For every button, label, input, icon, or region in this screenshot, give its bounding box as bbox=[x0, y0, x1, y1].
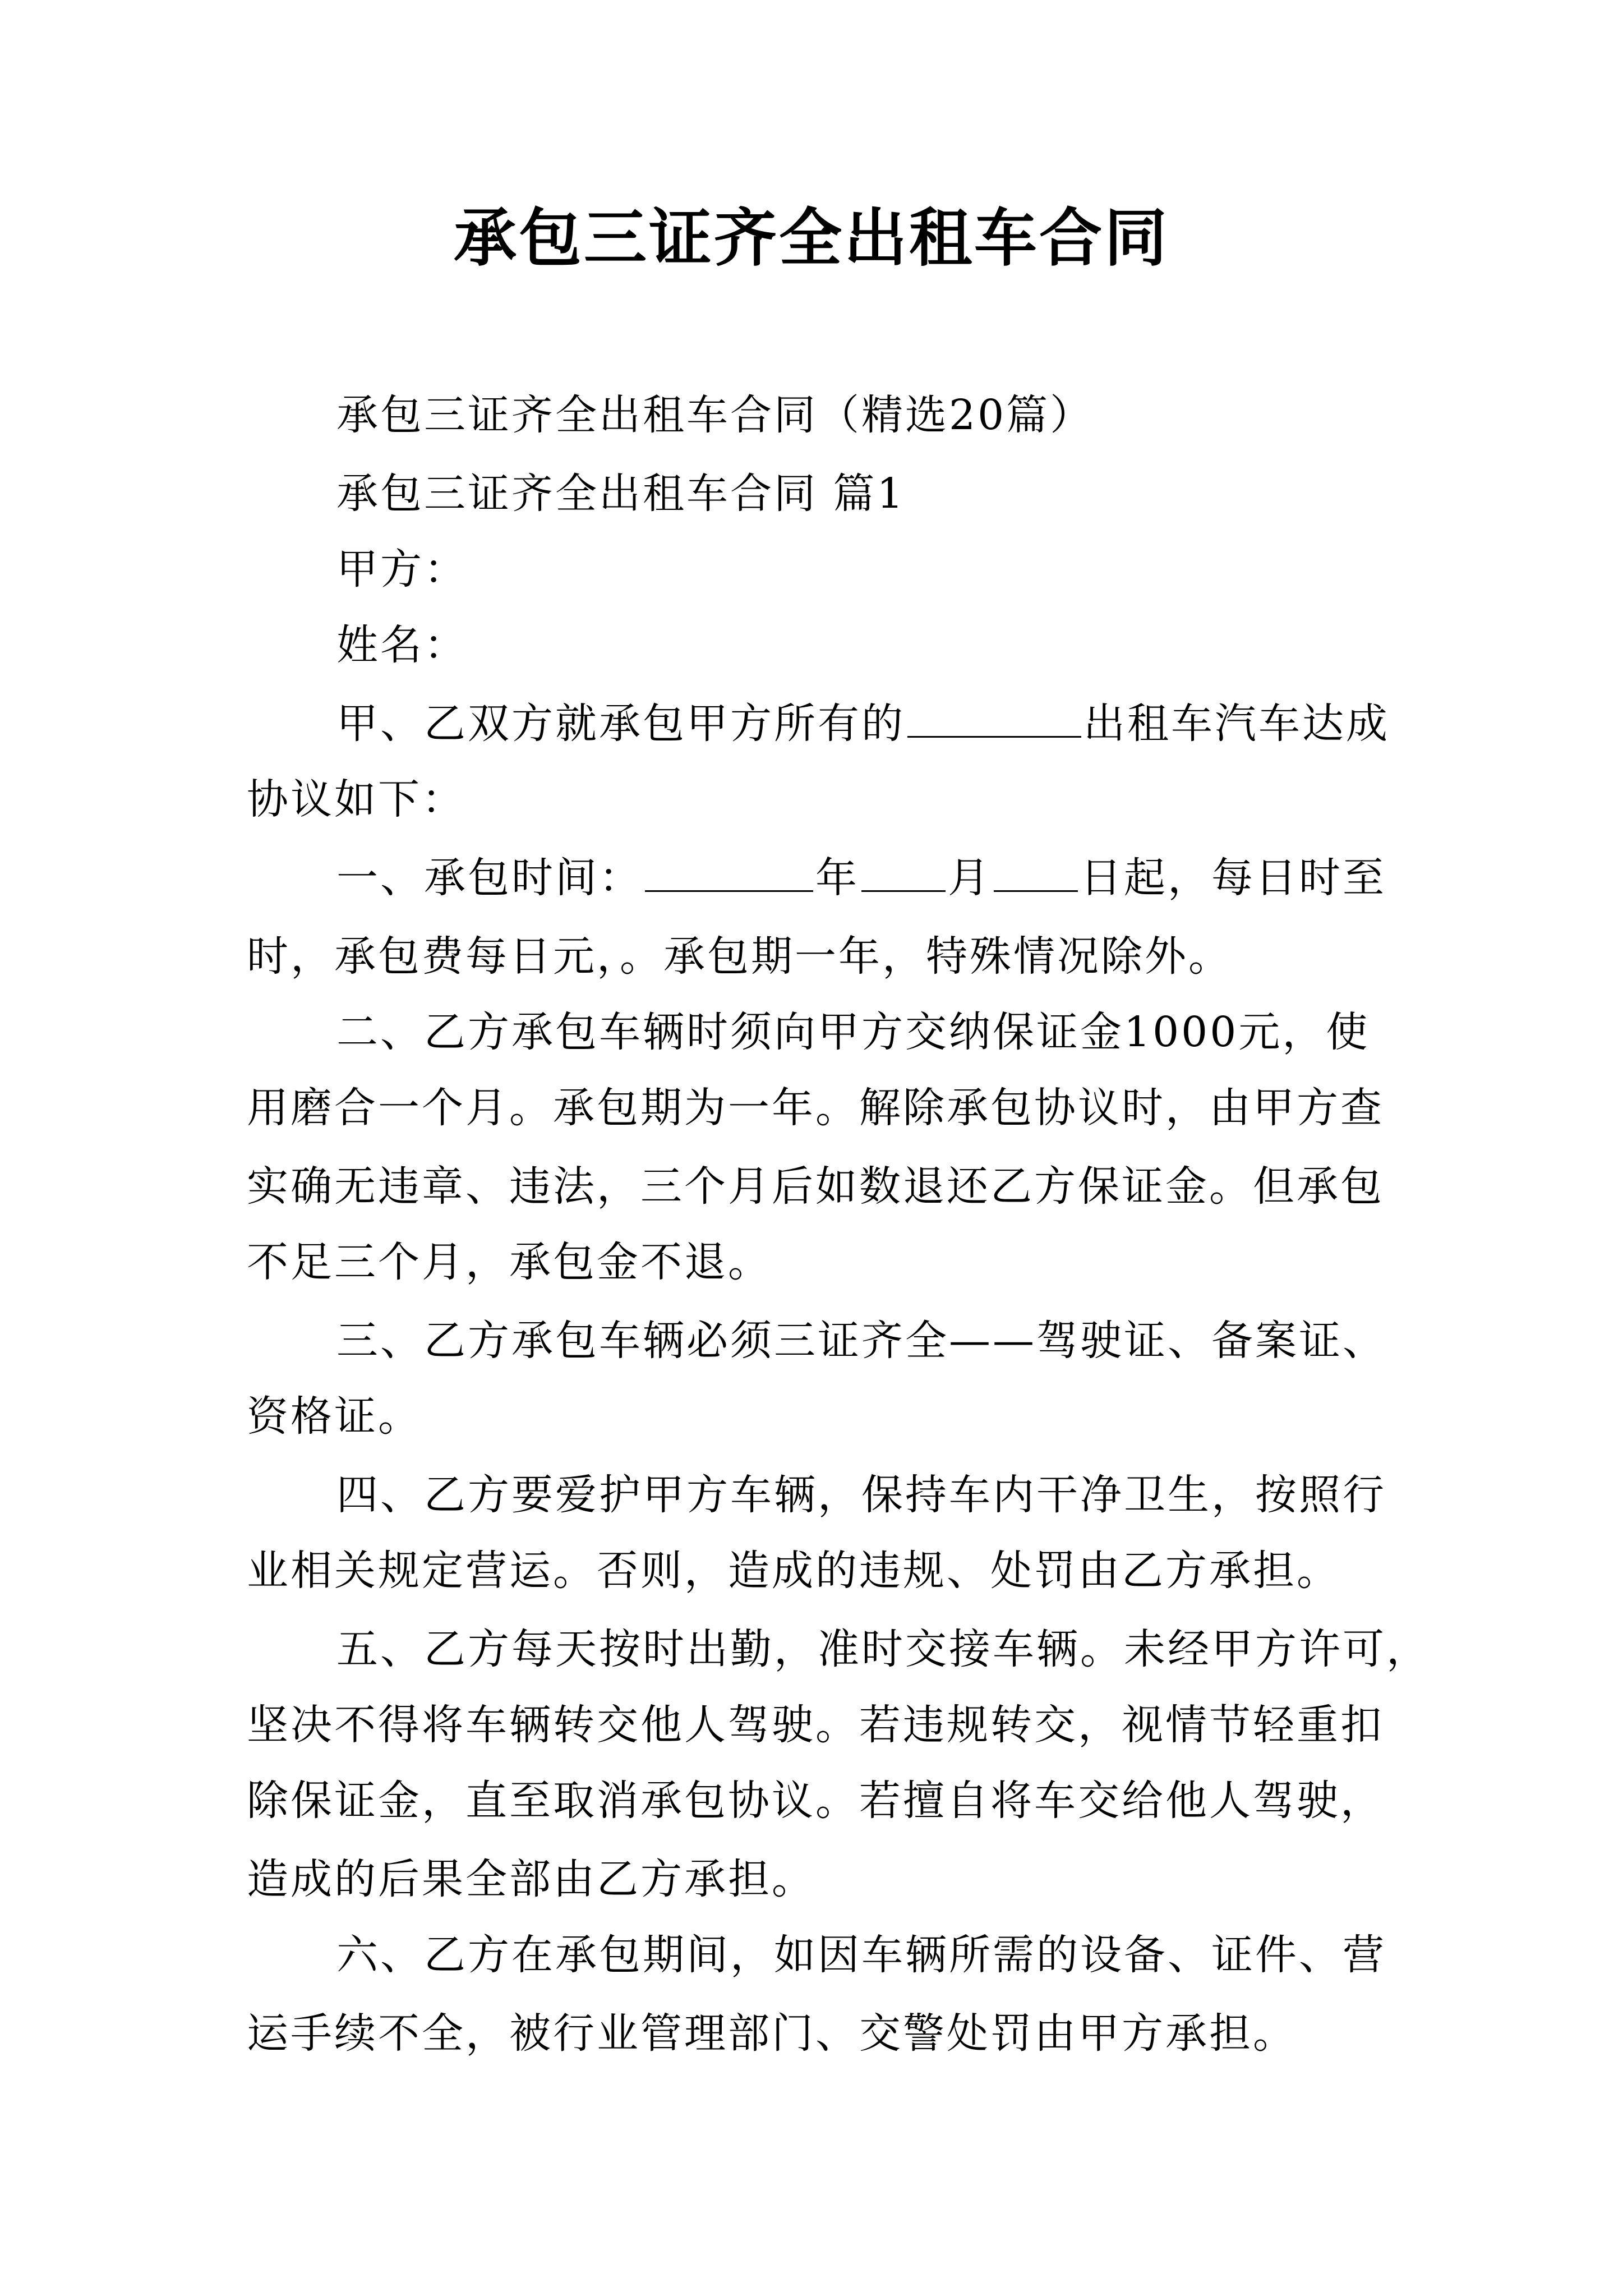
fill-in-blank bbox=[861, 857, 946, 892]
clause-1-line bbox=[336, 850, 1386, 906]
paragraph-line: 协议如下： bbox=[247, 775, 465, 823]
party-a-label: 甲方： bbox=[336, 545, 468, 593]
document-subtitle: 承包三证齐全出租车合同（精选20篇） bbox=[336, 391, 1094, 439]
paragraph-line: 资格证。 bbox=[247, 1392, 422, 1441]
document-title: 承包三证齐全出租车合同 bbox=[454, 201, 1169, 275]
paragraph-text: 日起，每日时至 bbox=[1080, 854, 1386, 902]
clause-4-line: 四、乙方要爱护甲方车辆，保持车内干净卫生，按照行 bbox=[336, 1471, 1386, 1519]
agreement-intro-line bbox=[336, 696, 1390, 752]
paragraph-text: 月 bbox=[948, 854, 992, 902]
paragraph-line: 除保证金，直至取消承包协议。若擅自将车交给他人驾驶， bbox=[247, 1777, 1384, 1825]
clause-3-line: 三、乙方承包车辆必须三证齐全——驾驶证、备案证、 bbox=[336, 1317, 1386, 1365]
paragraph-line: 不足三个月，承包金不退。 bbox=[247, 1238, 772, 1286]
fill-in-blank bbox=[907, 702, 1081, 738]
paragraph-line: 坚决不得将车辆转交他人驾驶。若违规转交，视情节轻重扣 bbox=[247, 1701, 1384, 1749]
section-heading: 承包三证齐全出租车合同 篇1 bbox=[336, 470, 906, 518]
clause-6-line: 六、乙方在承包期间，如因车辆所需的设备、证件、营 bbox=[336, 1931, 1386, 1979]
paragraph-text: 一、承包时间： bbox=[336, 854, 643, 902]
fill-in-blank bbox=[645, 857, 813, 892]
paragraph-line: 用磨合一个月。承包期为一年。解除承包协议时，由甲方查 bbox=[247, 1084, 1384, 1132]
clause-5-line: 五、乙方每天按时出勤，准时交接车辆。未经甲方许可， bbox=[336, 1625, 1430, 1673]
paragraph-line: 业相关规定营运。否则，造成的违规、处罚由乙方承担。 bbox=[247, 1547, 1340, 1595]
paragraph-text: 甲、乙双方就承包甲方所有的 bbox=[336, 700, 905, 748]
paragraph-line: 实确无违章、违法，三个月后如数退还乙方保证金。但承包 bbox=[247, 1162, 1384, 1211]
paragraph-text: 年 bbox=[815, 854, 859, 902]
fill-in-blank bbox=[994, 857, 1078, 892]
paragraph-text: 出租车汽车达成 bbox=[1083, 700, 1390, 748]
paragraph-line: 时，承包费每日元，。承包期一年，特殊情况除外。 bbox=[247, 932, 1232, 981]
name-label: 姓名： bbox=[336, 621, 468, 669]
paragraph-line: 运手续不全，被行业管理部门、交警处罚由甲方承担。 bbox=[247, 2009, 1297, 2058]
clause-2-line: 二、乙方承包车辆时须向甲方交纳保证金1000元，使 bbox=[336, 1008, 1370, 1056]
paragraph-line: 造成的后果全部由乙方承担。 bbox=[247, 1855, 815, 1903]
